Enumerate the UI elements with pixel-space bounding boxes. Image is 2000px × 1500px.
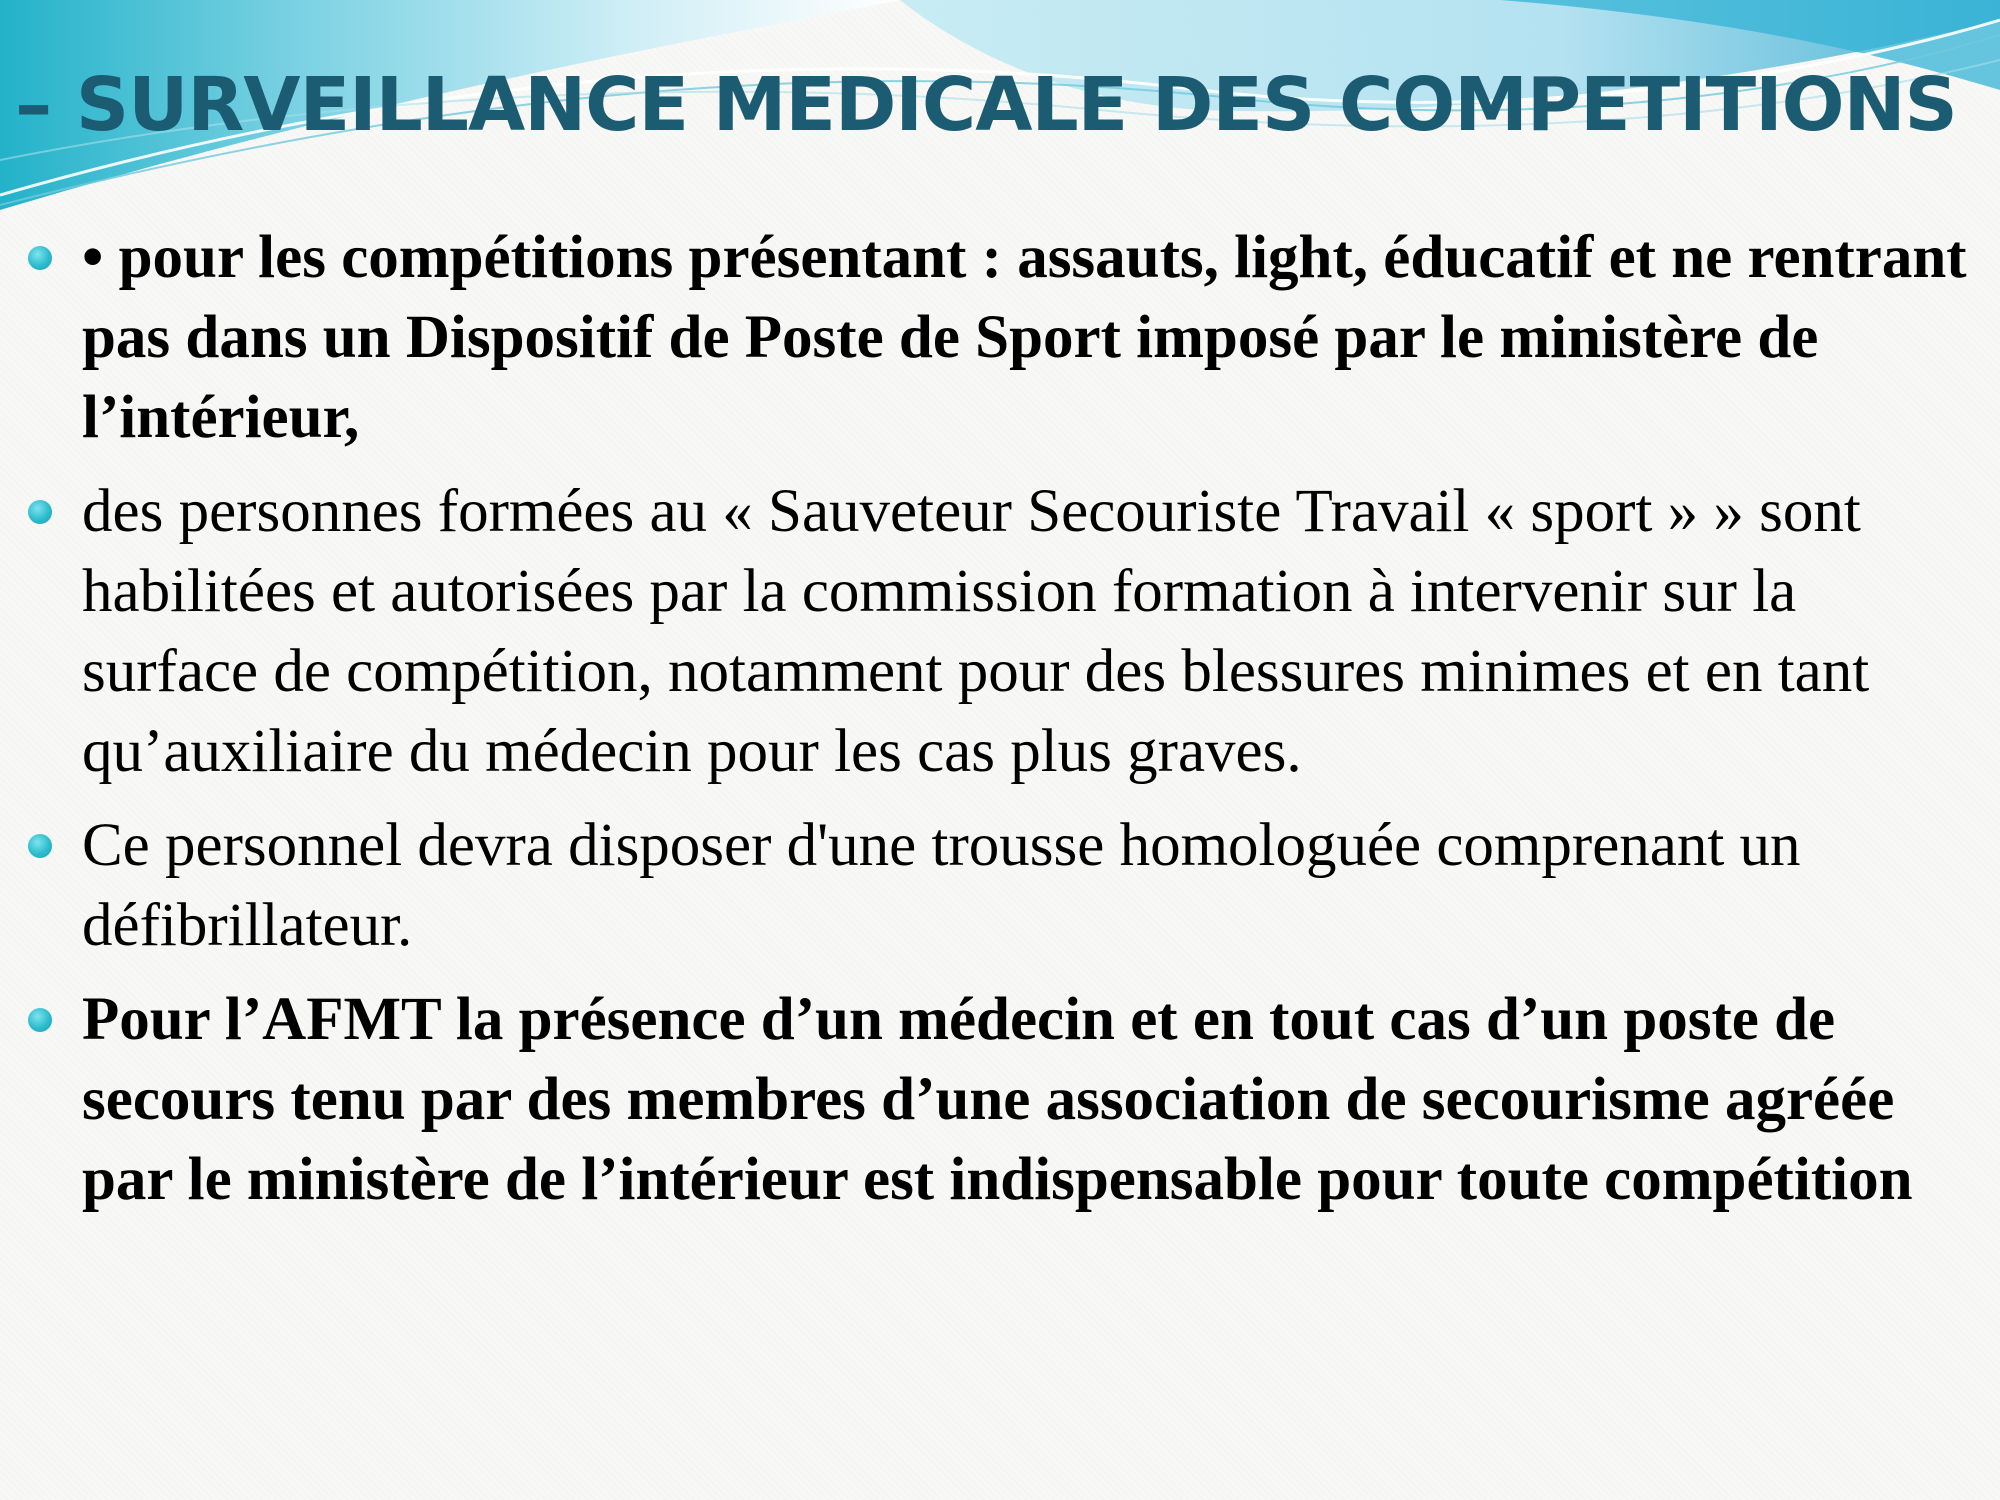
list-item	[0, 980, 2000, 1220]
slide-title: – SURVEILLANCE MEDICALE DES COMPETITIONS	[15, 62, 1957, 148]
teal-disc-icon	[28, 500, 52, 524]
list-item-text: Pour l’AFMT la présence d’un médecin et en tout cas d’un poste de secours tenu par des membres d’une association de secourisme agréée par le ministère de l’intérieur est indispensable pour toute compétition	[82, 986, 1913, 1213]
list-item-text: • pour les compétitions présentant : assauts, light, éducatif et ne rentrant pas dans un Dispositif de Poste de Sport imposé par le ministère de l’intérieur,	[82, 224, 1967, 451]
list-item-text: des personnes formées au « Sauveteur Secouriste Travail « sport » » sont habilitées et autorisées par la commission formation à intervenir sur la surface de compétition, notamment pour des blessures minimes et en tant qu’auxiliaire du médecin pour les cas plus graves.	[82, 478, 1870, 785]
list-item	[0, 472, 2000, 792]
list-item-text: Ce personnel devra disposer d'une trousse homologuée comprenant un défibrillateur.	[82, 812, 1801, 959]
teal-disc-icon	[28, 1008, 52, 1032]
bullet-list	[0, 218, 2000, 1234]
teal-disc-icon	[28, 834, 52, 858]
teal-disc-icon	[28, 246, 52, 270]
list-item	[0, 218, 2000, 458]
list-item	[0, 806, 2000, 966]
